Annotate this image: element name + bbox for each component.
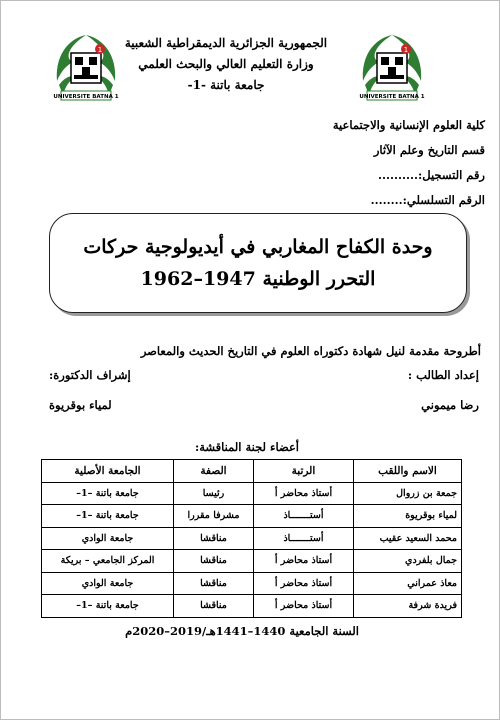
thesis-title-line1: وحدة الكفاح المغاربي في أيديولوجية حركات <box>83 236 433 258</box>
student-name: رضا ميموني <box>421 398 479 412</box>
column-header-name: الاسم واللقب <box>354 460 462 483</box>
table-row <box>42 482 462 505</box>
member-university: جامعة باتنة –1– <box>42 595 174 618</box>
thesis-title-box <box>49 213 467 313</box>
ministry-name: وزارة التعليم العالي والبحث العلمي <box>138 57 314 71</box>
member-name: معاذ عمراني <box>354 572 462 595</box>
faculty-info <box>185 113 485 213</box>
member-rank: أستاذ محاضر أ <box>254 572 354 595</box>
svg-text:1: 1 <box>403 46 409 54</box>
member-name: فريدة شرفة <box>354 595 462 618</box>
table-header-row <box>42 460 462 483</box>
institution-header <box>101 33 351 96</box>
member-rank: أستـــــــاذ <box>254 505 354 528</box>
member-university: جامعة باتنة –1– <box>42 482 174 505</box>
column-header-university: الجامعة الأصلية <box>42 460 174 483</box>
table-row <box>42 595 462 618</box>
department-name: قسم التاريخ وعلم الآثار <box>373 143 485 157</box>
member-role: رئيسا <box>174 482 254 505</box>
table-row <box>42 505 462 528</box>
member-rank: أستاذ محاضر أ <box>254 482 354 505</box>
member-rank: أستـــــــاذ <box>254 527 354 550</box>
university-name: جامعة باتنة -1- <box>187 78 265 92</box>
member-name: جمال بلفردي <box>354 550 462 573</box>
supervisor-name: لمياء بوقريوة <box>49 398 112 412</box>
member-university: جامعة باتنة –1– <box>42 505 174 528</box>
member-role: مناقشا <box>174 595 254 618</box>
member-name: لمياء بوقريوة <box>354 505 462 528</box>
faculty-name: كلية العلوم الإنسانية والاجتماعية <box>332 118 485 132</box>
logo-text: UNIVERSITE BATNA 1 <box>359 94 425 100</box>
member-university: المركز الجامعي – بريكة <box>42 550 174 573</box>
committee-table <box>41 459 462 618</box>
member-university: جامعة الوادي <box>42 527 174 550</box>
member-rank: أستاذ محاضر أ <box>254 550 354 573</box>
academic-year: السنة الجامعية 1440–1441هـ/2019–2020م <box>125 624 359 638</box>
member-role: مناقشا <box>174 572 254 595</box>
prepared-by-label: إعداد الطالب : <box>407 368 479 382</box>
table-row <box>42 550 462 573</box>
member-name: محمد السعيد عقيب <box>354 527 462 550</box>
column-header-role: الصفة <box>174 460 254 483</box>
table-row <box>42 572 462 595</box>
thesis-title-line2: التحرر الوطنية 1947–1962 <box>140 268 376 290</box>
university-logo <box>351 29 433 111</box>
svg-text:1: 1 <box>97 46 103 54</box>
committee-label: أعضاء لجنة المناقشة: <box>195 440 299 454</box>
member-role: مشرفا مقررا <box>174 505 254 528</box>
registration-number: رقم التسجيل:.......... <box>377 168 485 182</box>
republic-name: الجمهورية الجزائرية الديمقراطية الشعبية <box>124 36 328 50</box>
column-header-rank: الرتبة <box>254 460 354 483</box>
thesis-description: أطروحة مقدمة لنيل شهادة دكتوراه العلوم في التاريخ الحديث والمعاصر <box>140 344 481 358</box>
logo-text: UNIVERSITE BATNA 1 <box>53 94 119 100</box>
supervised-by-label: إشراف الدكتورة: <box>49 368 131 382</box>
member-university: جامعة الوادي <box>42 572 174 595</box>
serial-number: الرقم التسلسلي:........ <box>370 193 485 207</box>
member-name: جمعة بن زروال <box>354 482 462 505</box>
member-role: مناقشا <box>174 527 254 550</box>
member-rank: أستاذ محاضر أ <box>254 595 354 618</box>
member-role: مناقشا <box>174 550 254 573</box>
table-row <box>42 527 462 550</box>
